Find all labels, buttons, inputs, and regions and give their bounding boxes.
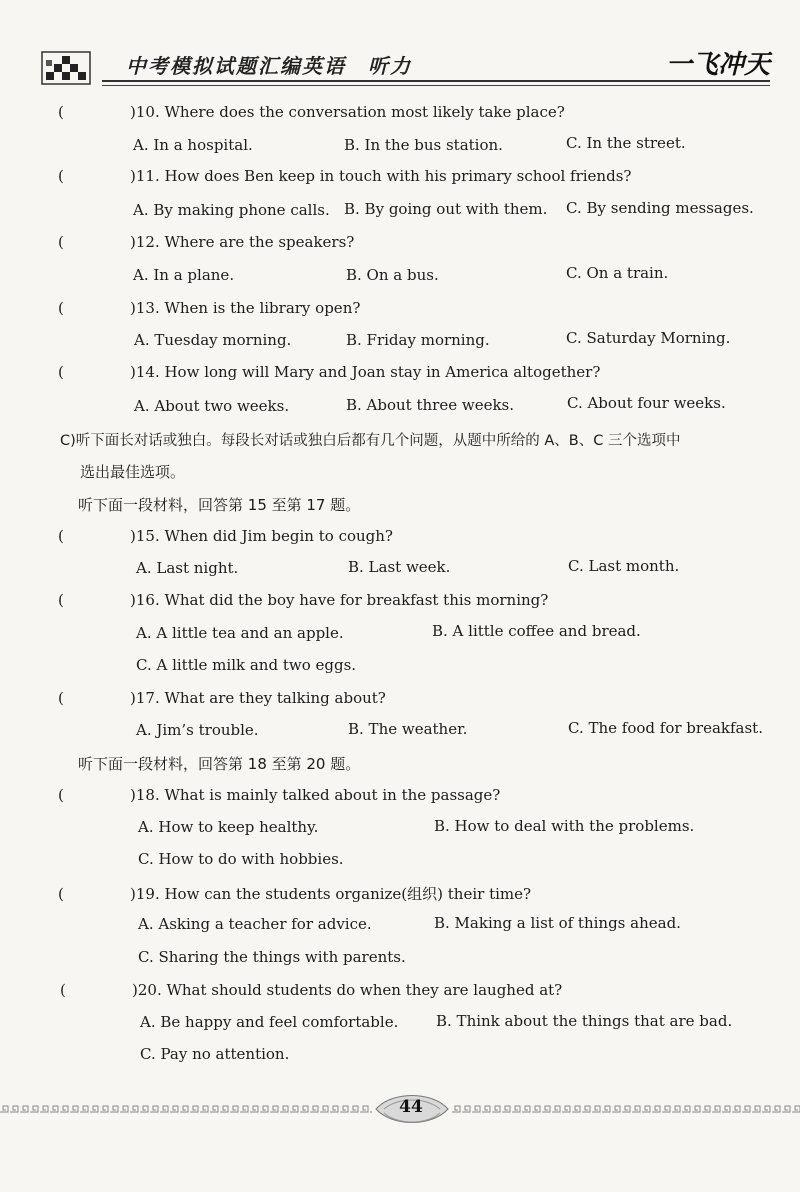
answer-blank[interactable]: ( <box>58 885 64 903</box>
question-18 <box>58 786 500 804</box>
answer-blank[interactable]: ( <box>58 167 64 185</box>
option-a: A. Last night. <box>136 559 239 577</box>
option-c: C. A little milk and two eggs. <box>136 656 357 674</box>
material-instruction-1: 听下面一段材料，回答第 15 至第 17 题。 <box>78 496 361 514</box>
answer-blank[interactable]: ( <box>58 527 64 545</box>
option-c: C. In the street. <box>566 134 686 152</box>
question-19 <box>58 883 531 904</box>
option-b: B. About three weeks. <box>346 396 515 414</box>
option-b: B. A little coffee and bread. <box>432 622 641 640</box>
question-10 <box>58 103 565 121</box>
page-number: 44 <box>399 1097 423 1117</box>
option-b: B. Think about the things that are bad. <box>436 1012 733 1030</box>
question-11 <box>58 167 631 185</box>
question-text: )20. What should students do when they are laughed at? <box>132 981 563 999</box>
option-c: C. By sending messages. <box>566 199 754 217</box>
option-b: B. Last week. <box>348 558 451 576</box>
header-divider-thin <box>102 85 770 86</box>
option-a: A. Asking a teacher for advice. <box>138 915 372 933</box>
answer-blank[interactable]: ( <box>60 981 66 999</box>
question-15 <box>58 527 393 545</box>
question-text: )18. What is mainly talked about in the passage? <box>130 786 501 804</box>
decorative-border-right <box>452 1105 800 1113</box>
question-14 <box>58 363 600 381</box>
book-title: 中考模拟试题汇编英语 听力 <box>126 54 412 78</box>
question-13 <box>58 299 360 317</box>
question-17 <box>58 689 386 707</box>
option-a: A. How to keep healthy. <box>138 818 319 836</box>
option-c: C. On a train. <box>566 264 669 282</box>
question-text: )11. How does Ben keep in touch with his primary school friends? <box>130 167 632 185</box>
page-footer <box>0 1085 800 1135</box>
page-header <box>40 42 770 92</box>
option-b: B. How to deal with the problems. <box>434 817 695 835</box>
brand-logo: 一飞冲天 <box>665 50 770 80</box>
option-c: C. Sharing the things with parents. <box>138 948 406 966</box>
option-b: B. Friday morning. <box>346 331 490 349</box>
option-c: C. Pay no attention. <box>140 1045 290 1063</box>
option-c: C. About four weeks. <box>567 394 726 412</box>
option-b: B. On a bus. <box>346 266 439 284</box>
answer-blank[interactable]: ( <box>58 363 64 381</box>
option-c: C. Saturday Morning. <box>566 329 731 347</box>
question-text: )14. How long will Mary and Joan stay in America altogether? <box>130 363 601 381</box>
checkered-logo-icon <box>40 46 100 86</box>
option-a: A. A little tea and an apple. <box>136 624 344 642</box>
option-b: B. By going out with them. <box>344 200 548 218</box>
question-16 <box>58 591 548 609</box>
question-text: )17. What are they talking about? <box>130 689 386 707</box>
answer-blank[interactable]: ( <box>58 233 64 251</box>
question-12 <box>58 233 354 251</box>
question-text: )12. Where are the speakers? <box>130 233 355 251</box>
question-20 <box>60 981 562 999</box>
option-a: A. In a hospital. <box>133 136 253 154</box>
header-divider <box>102 80 770 82</box>
option-b: B. Making a list of things ahead. <box>434 914 681 932</box>
option-b: B. In the bus station. <box>344 136 503 154</box>
question-text: )13. When is the library open? <box>130 299 361 317</box>
section-c-instruction: C)听下面长对话或独白。每段长对话或独白后都有几个问题，从题中所给的 A、B、C 三个选项中 <box>60 433 681 449</box>
option-c: C. How to do with hobbies. <box>138 850 344 868</box>
answer-blank[interactable]: ( <box>58 103 64 121</box>
option-a: A. Tuesday morning. <box>134 331 292 349</box>
question-text: )15. When did Jim begin to cough? <box>130 527 393 545</box>
option-a: A. In a plane. <box>133 266 235 284</box>
material-instruction-2: 听下面一段材料，回答第 18 至第 20 题。 <box>78 755 361 773</box>
question-text: )19. How can the students organize(组织) their time? <box>130 885 532 903</box>
question-text: )16. What did the boy have for breakfast this morning? <box>130 591 549 609</box>
option-a: A. About two weeks. <box>134 397 290 415</box>
option-a: A. By making phone calls. <box>133 201 330 219</box>
section-c-instruction-cont: 选出最佳选项。 <box>80 463 186 481</box>
answer-blank[interactable]: ( <box>58 689 64 707</box>
answer-blank[interactable]: ( <box>58 299 64 317</box>
option-b: B. The weather. <box>348 720 468 738</box>
answer-blank[interactable]: ( <box>58 591 64 609</box>
decorative-border-left <box>0 1105 372 1113</box>
option-c: C. Last month. <box>568 557 680 575</box>
question-text: )10. Where does the conversation most likely take place? <box>130 103 565 121</box>
option-c: C. The food for breakfast. <box>568 719 763 737</box>
option-a: A. Jim’s trouble. <box>136 721 259 739</box>
option-a: A. Be happy and feel comfortable. <box>140 1013 399 1031</box>
answer-blank[interactable]: ( <box>58 786 64 804</box>
